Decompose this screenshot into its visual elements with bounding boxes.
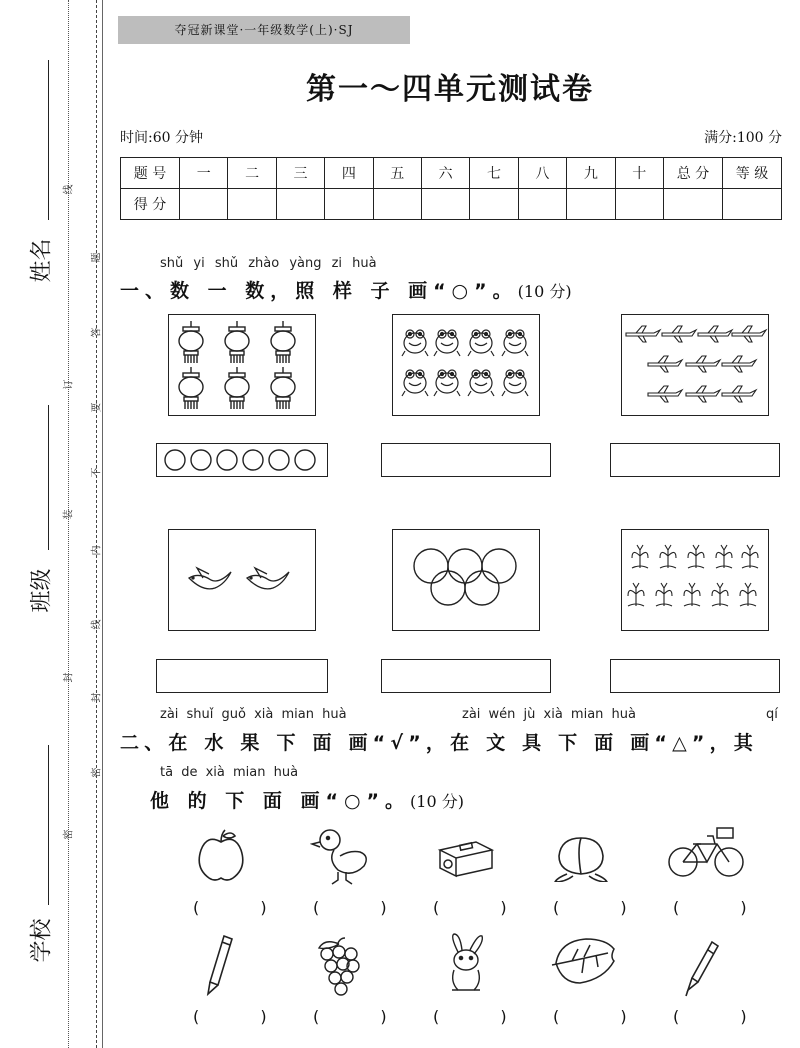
answer-paren[interactable]: ( ) — [313, 1007, 415, 1026]
score-input-cell[interactable] — [518, 189, 566, 220]
q2-text-line-2 — [150, 786, 464, 813]
answer-paren[interactable]: ( ) — [193, 1007, 295, 1026]
score-input-cell[interactable] — [325, 189, 373, 220]
answer-paren[interactable]: ( ) — [433, 1007, 535, 1026]
score-cell: 五 — [373, 158, 421, 189]
score-input-cell[interactable] — [567, 189, 615, 220]
score-input-cell[interactable] — [421, 189, 469, 220]
answer-paren[interactable]: ( ) — [313, 898, 415, 917]
score-input-cell[interactable] — [723, 189, 782, 220]
margin-char: 要 — [91, 402, 103, 413]
score-cell: 二 — [228, 158, 276, 189]
full-score: 满分:100 分 — [704, 130, 782, 146]
margin-char: 线 — [63, 184, 75, 195]
q1-answer-box-4[interactable] — [156, 659, 328, 693]
class-underline — [48, 405, 49, 550]
score-input-cell[interactable] — [228, 189, 276, 220]
q1-birds-box — [168, 529, 316, 631]
margin-char: 订 — [63, 379, 75, 390]
class-label: 班级 — [29, 568, 55, 613]
q1-lanterns-box — [168, 314, 316, 416]
score-cell-total: 总 分 — [664, 158, 723, 189]
q1-airplanes-box — [621, 314, 769, 416]
margin-char: 封 — [91, 692, 103, 703]
airplane-icon — [622, 315, 768, 415]
score-cell: 七 — [470, 158, 518, 189]
peach-icon — [553, 830, 609, 882]
q2-score: (10 分) — [410, 792, 464, 811]
margin-char: 装 — [63, 509, 75, 520]
q1-score: (10 分) — [517, 282, 572, 301]
answer-paren[interactable]: ( ) — [673, 898, 775, 917]
q1-plants-box — [621, 529, 769, 631]
grapes-icon — [315, 936, 365, 998]
score-input-cell[interactable] — [373, 189, 421, 220]
score-table-header-row — [121, 158, 782, 189]
margin-char: 密 — [63, 829, 75, 840]
series-banner: 夺冠新课堂·一年级数学(上)·SJ — [118, 16, 410, 44]
score-cell-label: 得 分 — [121, 189, 180, 220]
rabbit-icon — [440, 932, 490, 996]
margin-char: 答 — [91, 327, 103, 338]
margin-solid-line — [102, 0, 103, 1048]
score-cell: 六 — [421, 158, 469, 189]
q1-answer-box-3[interactable] — [610, 443, 780, 477]
circle-answers — [157, 444, 327, 476]
q1-instruction: 一、数 一 数，照 样 子 画“○”。 — [120, 280, 518, 302]
q1-rings-box — [392, 529, 540, 631]
score-table-value-row — [121, 189, 782, 220]
score-input-cell[interactable] — [180, 189, 228, 220]
q2-pinyin-1: zài shuǐ guǒ xià mian huà — [160, 707, 347, 722]
pencil-icon — [206, 932, 236, 996]
q1-answer-box-5[interactable] — [381, 659, 551, 693]
apple-icon — [195, 828, 247, 884]
margin-char: 不 — [91, 467, 103, 478]
score-cell: 九 — [567, 158, 615, 189]
name-label: 姓名 — [29, 238, 55, 283]
score-cell: 四 — [325, 158, 373, 189]
q2-pinyin-2: zài wén jù xià mian huà — [462, 707, 636, 722]
score-input-cell[interactable] — [664, 189, 723, 220]
pencil-sharpener-icon — [436, 836, 496, 880]
page-title: 第一～四单元测试卷 — [306, 72, 594, 107]
q1-answer-box-2[interactable] — [381, 443, 551, 477]
frog-icon — [393, 315, 539, 415]
score-input-cell[interactable] — [276, 189, 324, 220]
q1-answer-box-1[interactable] — [156, 443, 328, 477]
q1-frogs-box — [392, 314, 540, 416]
q1-text — [120, 276, 572, 303]
answer-paren[interactable]: ( ) — [673, 1007, 775, 1026]
margin-char: 密 — [91, 767, 103, 778]
margin-char: 题 — [91, 252, 103, 263]
margin-char: 线 — [91, 619, 103, 630]
margin-char: 内 — [91, 545, 103, 556]
margin-dotted-line-outer — [68, 0, 69, 1048]
plant-icon — [622, 530, 768, 630]
answer-paren[interactable]: ( ) — [433, 898, 535, 917]
score-cell-grade: 等 级 — [723, 158, 782, 189]
q2-pinyin-4: tā de xià mian huà — [160, 765, 299, 780]
pen-icon — [682, 940, 722, 1000]
q1-answer-box-6[interactable] — [610, 659, 780, 693]
q2-text-line-1: 二、在 水 果 下 面 画“√”，在 文 具 下 面 画“△”，其 — [120, 732, 758, 754]
q2-pinyin-3: qí — [766, 707, 778, 722]
bird-icon — [169, 530, 315, 630]
school-underline — [48, 745, 49, 905]
school-label: 学校 — [29, 918, 55, 963]
score-cell-label: 题 号 — [121, 158, 180, 189]
leaf-icon — [550, 935, 618, 987]
score-input-cell[interactable] — [615, 189, 663, 220]
score-cell: 八 — [518, 158, 566, 189]
name-underline — [48, 60, 49, 220]
score-cell: 一 — [180, 158, 228, 189]
score-cell: 三 — [276, 158, 324, 189]
q1-pinyin: shǔ yi shǔ zhào yàng zi huà — [160, 256, 377, 271]
score-input-cell[interactable] — [470, 189, 518, 220]
score-cell: 十 — [615, 158, 663, 189]
circle-icon — [393, 530, 539, 630]
answer-paren[interactable]: ( ) — [193, 898, 295, 917]
answer-paren[interactable]: ( ) — [553, 1007, 655, 1026]
q2-instruction: 他 的 下 面 画“○”。 — [150, 790, 411, 812]
bicycle-icon — [667, 822, 747, 880]
time-limit: 时间:60 分钟 — [120, 130, 203, 146]
margin-dashed-line-inner — [96, 0, 97, 1048]
lantern-icon — [169, 315, 315, 415]
answer-paren[interactable]: ( ) — [553, 898, 655, 917]
score-table — [120, 157, 782, 220]
margin-char: 封 — [63, 672, 75, 683]
duck-icon — [310, 826, 372, 888]
